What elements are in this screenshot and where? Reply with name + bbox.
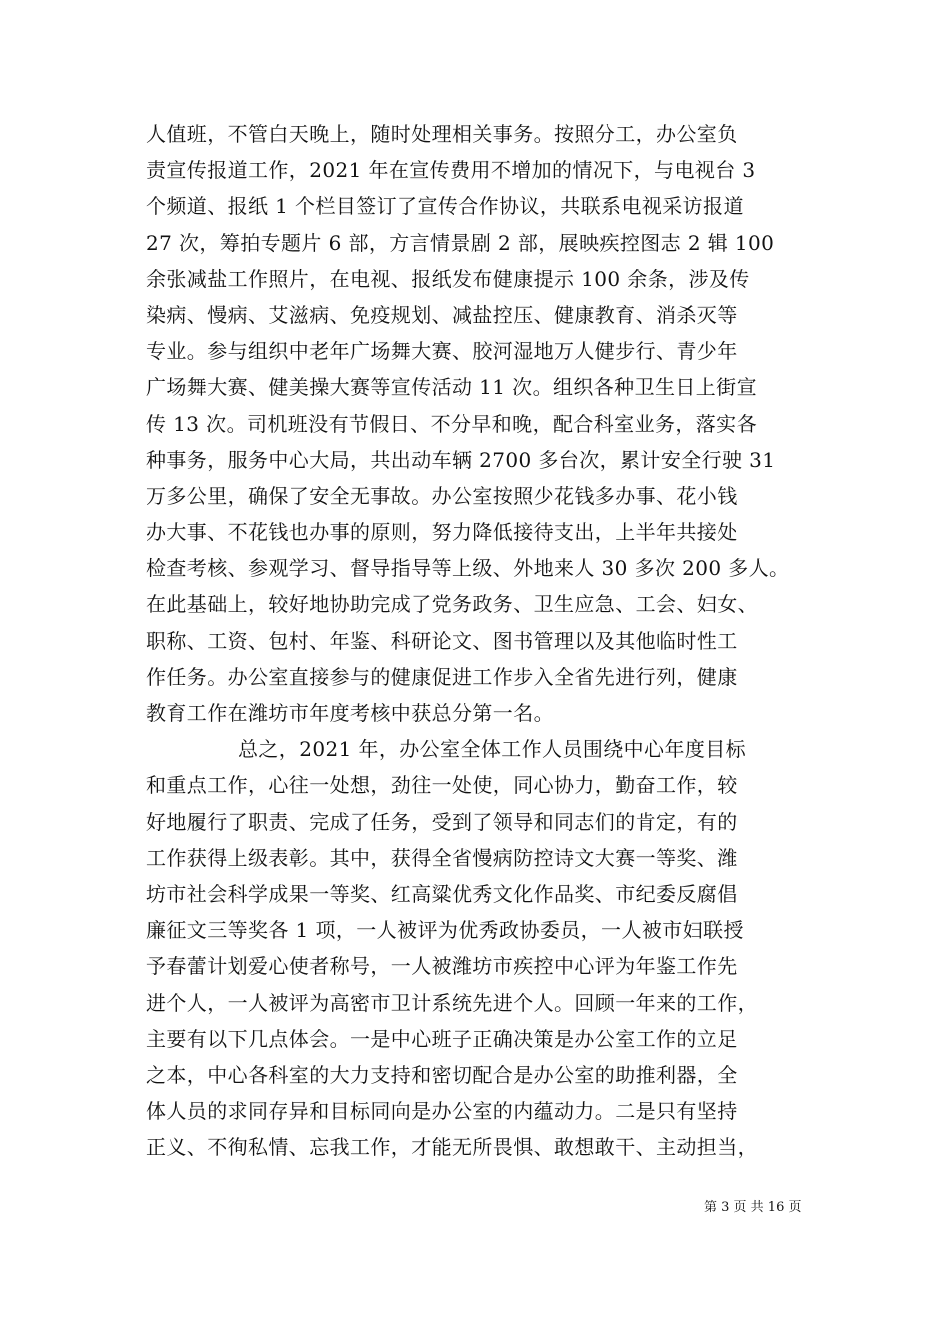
text-line: 廉征文三等奖各 1 项，一人被评为优秀政协委员，一人被市妇联授 (146, 918, 744, 943)
text-line: 职称、工资、包村、年鉴、科研论文、图书管理以及其他临时性工 (146, 628, 738, 653)
text-line: 正义、不徇私情、忘我工作，才能无所畏惧、敢想敢干、主动担当， (146, 1135, 758, 1160)
text-line: 广场舞大赛、健美操大赛等宣传活动 11 次。组织各种卫生日上街宣 (146, 375, 757, 400)
text-line: 予春蕾计划爱心使者称号，一人被潍坊市疾控中心评为年鉴工作先 (146, 954, 738, 979)
page-number-footer: 第 3 页 共 16 页 (704, 1200, 802, 1215)
text-line: 之本，中心各科室的大力支持和密切配合是办公室的助推利器，全 (146, 1062, 738, 1087)
text-line: 责宣传报道工作，2021 年在宣传费用不增加的情况下，与电视台 3 (146, 158, 756, 183)
text-line: 种事务，服务中心大局，共出动车辆 2700 多台次，累计安全行驶 31 (146, 447, 776, 472)
text-line: 万多公里，确保了安全无事故。办公室按照少花钱多办事、花小钱 (146, 483, 738, 508)
text-line: 余张减盐工作照片，在电视、报纸发布健康提示 100 余条，涉及传 (146, 266, 750, 291)
text-line: 工作获得上级表彰。其中，获得全省慢病防控诗文大赛一等奖、潍 (146, 845, 738, 870)
body-text (146, 116, 806, 1165)
text-line: 检查考核、参观学习、督导指导等上级、外地来人 30 多次 200 多人。 (146, 556, 790, 581)
text-line: 染病、慢病、艾滋病、免疫规划、减盐控压、健康教育、消杀灭等 (146, 302, 738, 327)
text-line: 主要有以下几点体会。一是中心班子正确决策是办公室工作的立足 (146, 1026, 738, 1051)
text-line: 作任务。办公室直接参与的健康促进工作步入全省先进行列，健康 (146, 664, 738, 689)
text-line: 和重点工作，心往一处想，劲往一处使，同心协力，勤奋工作，较 (146, 773, 738, 798)
text-line: 在此基础上，较好地协助完成了党务政务、卫生应急、工会、妇女、 (146, 592, 758, 617)
text-line: 人值班，不管白天晚上，随时处理相关事务。按照分工，办公室负 (146, 122, 738, 146)
text-line: 体人员的求同存异和目标同向是办公室的内蕴动力。二是只有坚持 (146, 1099, 738, 1124)
text-line: 传 13 次。司机班没有节假日、不分早和晚，配合科室业务，落实各 (146, 411, 757, 436)
text-line: 教育工作在潍坊市年度考核中获总分第一名。 (146, 701, 554, 725)
text-line: 个频道、报纸 1 个栏目签订了宣传合作协议，共联系电视采访报道 (146, 194, 744, 219)
text-line: 27 次，筹拍专题片 6 部，方言情景剧 2 部，展映疾控图志 2 辑 100 (146, 230, 775, 255)
paragraph-start-line: 总之，2021 年，办公室全体工作人员围绕中心年度目标 (238, 737, 747, 762)
text-line: 好地履行了职责、完成了任务，受到了领导和同志们的肯定，有的 (146, 809, 738, 834)
text-line: 坊市社会科学成果一等奖、红高粱优秀文化作品奖、市纪委反腐倡 (146, 881, 738, 906)
text-line: 专业。参与组织中老年广场舞大赛、胶河湿地万人健步行、青少年 (146, 339, 738, 364)
text-line: 进个人，一人被评为高密市卫计系统先进个人。回顾一年来的工作， (146, 990, 758, 1015)
text-line: 办大事、不花钱也办事的原则，努力降低接待支出，上半年共接处 (146, 520, 738, 545)
